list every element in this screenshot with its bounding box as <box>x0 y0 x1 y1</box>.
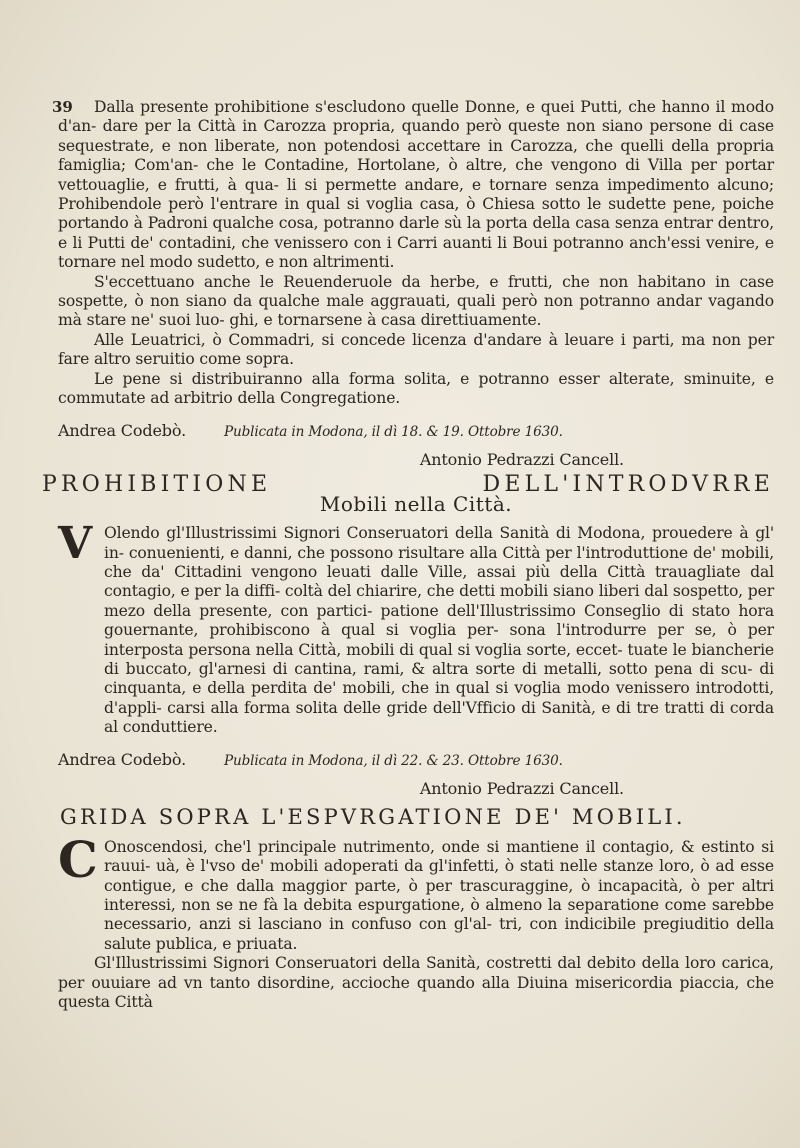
grida-text-2: Gl'Illustrissimi Signori Conseruatori della Sanità, costretti dal debito della loro carica, per ouuiare ad vn tanto disordine, accioche quando alla Diuina misericordia piaccia, che questa Città <box>58 954 774 1012</box>
publication-note-2: Publicata in Modona, il dì 22. & 23. Ottobre 1630. <box>224 752 563 769</box>
section-heading-grida: GRIDA SOPRA L'ESPVRGATIONE DE' MOBILI. <box>60 805 686 830</box>
prohibitione-body <box>58 518 775 737</box>
signature-block-1 <box>58 421 774 442</box>
document-text <box>42 98 775 1012</box>
section-heading-prohibitione: PROHIBITIONE DELL'INTRODVRRE <box>42 472 774 498</box>
publication-note: Publicata in Modona, il dì 18. & 19. Ottobre 1630. <box>224 423 563 440</box>
prohibitione-text: Olendo gl'Illustrissimi Signori Conseruatori della Sanità di Modona, prouedere à gl' in- conuenienti, e danni, che possono risultare alla Città per l'introduttione de' mobili, che da' Cittadini vengono leuati dalle Ville, assai più della Città trauagliate dal contagio, e per la diffi- coltà del chiarire, che detti mobili siano liberi dal sospetto, per mezo della presente, con partici- patione dell'Illustrissimo Conseglio di stato hora gouernante, prohibiscono à qual si voglia per- sona l'introdurre per se, ò per interposta persona nella Città, mobili di qual si voglia sorte, eccet- tuate le biancherie di buccato, gl'arnesi di cantina, rami, & altra sorte di metalli, sotto pena di scu- di cinquanta, e della perdita de' mobili, che in qual si voglia modo venissero introdotti, d'appli- carsi alla forma solita delle gride dell'Vfficio di Sanità, e di tre tratti di corda al conduttiere. <box>104 524 775 737</box>
paragraph-reuenderuole: S'eccettuano anche le Reuenderuole da herbe, e frutti, che non habitano in case sospette, ò non siano da qualche male aggrauati, quali però non potranno andar vagando mà stare ne' suoi luo- ghi, e tornarsene à casa direttiuamente. <box>58 272 774 330</box>
countersign-2: Antonio Pedrazzi Cancell. <box>419 779 624 798</box>
signature-block-2 <box>58 750 774 771</box>
grida-body <box>58 829 774 954</box>
page-number: 39 <box>52 98 73 116</box>
dropcap-c: C <box>58 829 98 889</box>
countersign: Antonio Pedrazzi Cancell. <box>419 449 624 469</box>
grida-text-1: Onoscendosi, che'l principale nutrimento, onde si mantiene il contagio, & estinto si rauui- uà, è l'vso de' mobili adoperati da gl'infetti, ò stati nelle stanze loro, ò ad esse contigue, e che dalla maggior parte, ò per trascuraggine, ò incapacità, ò per altri interessi, non se ne fà la debita espurgatione, ò almeno la separatione come sarebbe necessario, anzi si lasciano in confuso con gl'al- tri, con indicibile pregiuditio della salute publica, e priuata. <box>104 837 774 953</box>
signatory-name-2: Andrea Codebò. <box>58 749 187 769</box>
paragraph-pene: Le pene si distribuiranno alla forma solita, e potranno esser alterate, sminuite, e commutate ad arbitrio della Congregatione. <box>58 369 774 408</box>
intro-paragraph: Dalla presente prohibitione s'escludono quelle Donne, e quei Putti, che hanno il modo d'an- dare per la Città in Carozza propria, quando però queste non siano persone di case sequestrate, e non liberate, non potendosi accettare in Carozza, che quelli della propria famiglia; Com'an- che le Contadine, Hortolane, ò altre, che vengono di Villa per portar vettouaglie, e frutti, à qua- li si permette andare, e tornare senza impedimento alcuno; Prohibendole però l'entrare in qual si voglia casa, ò Chiesa sotto le sudette pene, poiche portando à Padroni qualche cosa, potranno darle sù la porta della casa senza entrar dentro, e li Putti de' contadini, che venissero con i Carri auanti li Boui potranno anch'essi venire, e tornare nel modo sudetto, e non altrimenti. <box>58 98 774 272</box>
dropcap-v: V <box>58 518 92 570</box>
signatory-name: Andrea Codebò. <box>58 420 187 440</box>
section-subheading: Mobili nella Città. <box>319 491 513 516</box>
paragraph-leuatrici: Alle Leuatrici, ò Commadri, si concede licenza d'andare à leuare i parti, ma non per fare altro seruitio come sopra. <box>58 330 774 369</box>
